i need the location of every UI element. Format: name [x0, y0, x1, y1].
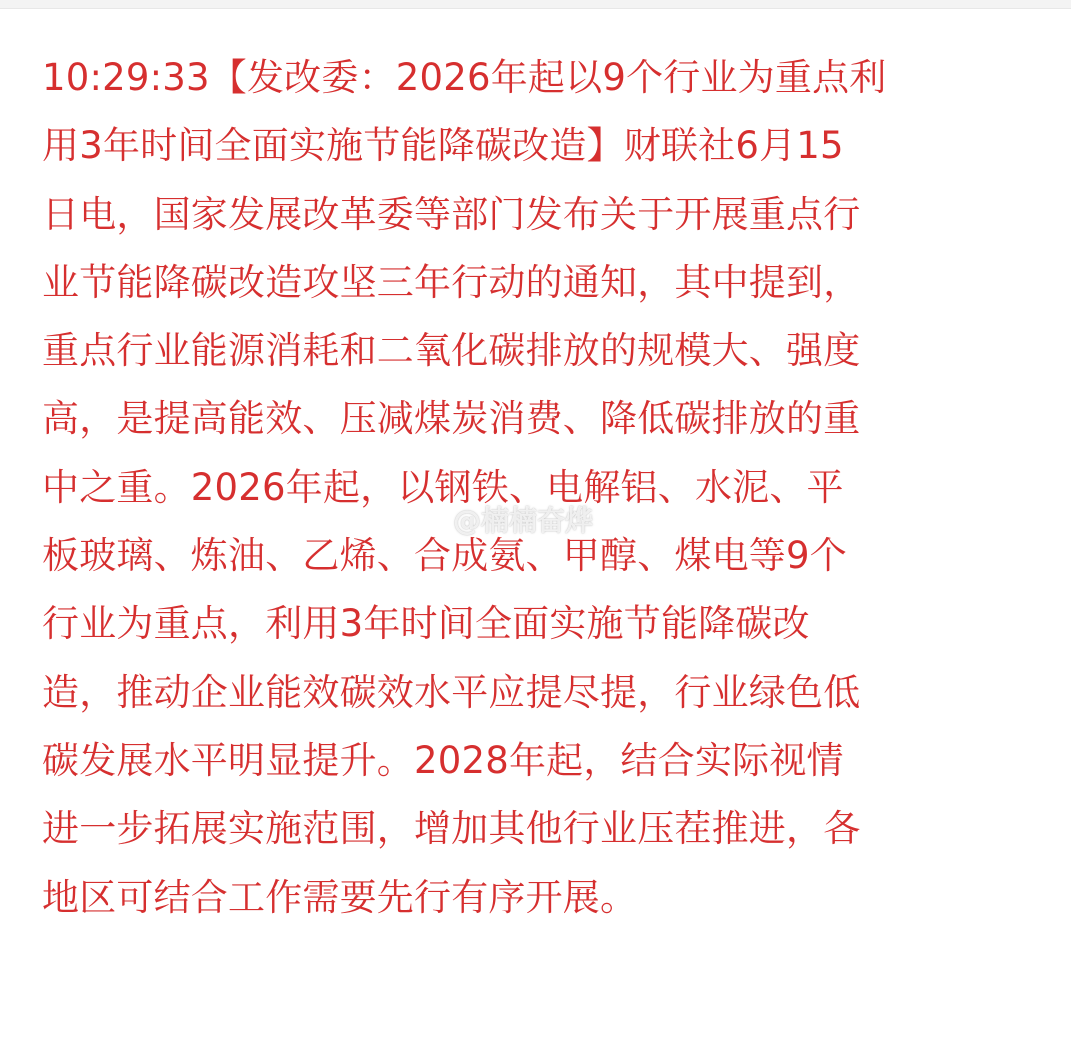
post-text-line-1: 10:29:33【发改委：2026年起以9个行业为重点利: [42, 56, 887, 99]
post-text-line-3: 日电，国家发展改革委等部门发布关于开展重点行: [42, 192, 861, 236]
post-text-line-6: 高，是提高能效、压减煤炭消费、降低碳排放的重: [42, 397, 861, 441]
post-text-line-5: 重点行业能源消耗和二氧化碳排放的规模大、强度: [42, 329, 861, 373]
post-text-line-13: 地区可结合工作需要先行有序开展。: [42, 875, 638, 919]
post-text-line-10: 造，推动企业能效碳效水平应提尽提，行业绿色低: [42, 670, 861, 714]
post-text-line-12: 进一步拓展实施范围，增加其他行业压茬推进，各: [42, 807, 861, 851]
post-text-line-7: 中之重。2026年起，以钢铁、电解铝、水泥、平: [42, 465, 844, 509]
post-text-line-4: 业节能降碳改造攻坚三年行动的通知，其中提到，: [42, 260, 861, 304]
post-text-line-9: 行业为重点，利用3年时间全面实施节能降碳改: [42, 602, 810, 646]
post-text-line-2: 用3年时间全面实施节能降碳改造】财联社6月15: [42, 124, 844, 168]
watermark: @楠楠奋烨: [453, 504, 594, 537]
post-text-line-8: 板玻璃、炼油、乙烯、合成氨、甲醇、煤电等9个: [42, 534, 847, 578]
post-text-line-11: 碳发展水平明显提升。2028年起，结合实际视情: [42, 738, 844, 782]
post-text-content: [42, 44, 1032, 932]
bottom-spacer: [0, 1024, 1071, 1046]
top-divider: [0, 0, 1071, 9]
